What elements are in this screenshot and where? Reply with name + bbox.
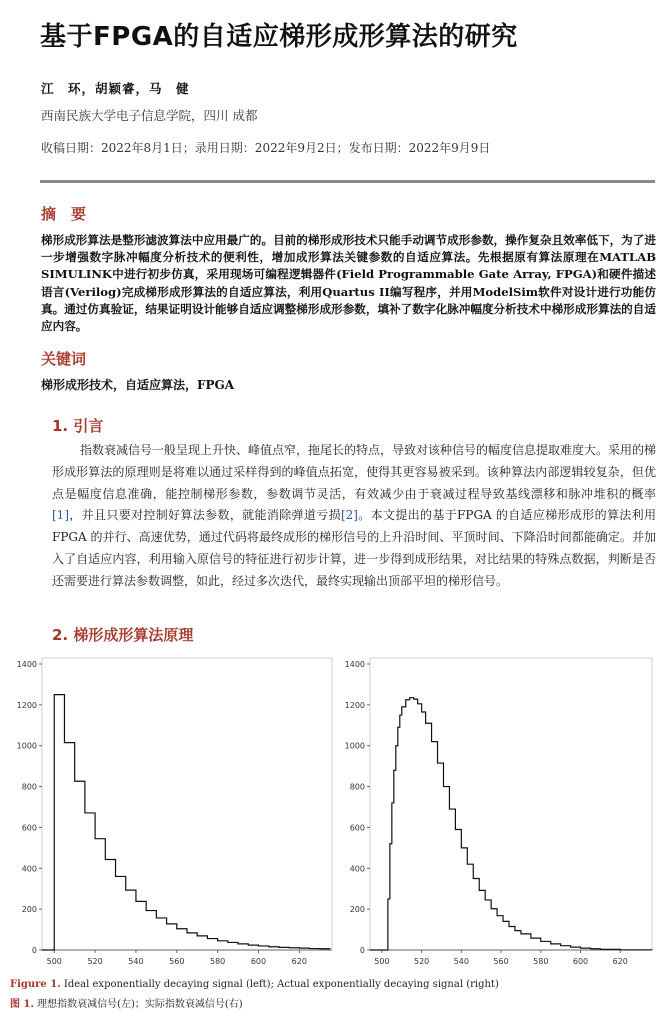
y-tick-label: 1400 <box>16 660 37 669</box>
keywords-heading: 关键词 <box>41 350 87 368</box>
keywords-text: 梯形成形技术，自适应算法，FPGA <box>41 378 235 392</box>
publication-dates: 收稿日期：2022年8月1日；录用日期：2022年9月2日；发布日期：2022年9月9日 <box>41 141 491 155</box>
figure-caption-en-tag: Figure 1. <box>10 979 61 990</box>
citation-2-link[interactable]: [2] <box>340 508 358 523</box>
x-tick-label: 620 <box>612 957 628 966</box>
y-tick-label: 600 <box>349 823 365 833</box>
authors: 江 环，胡颖睿，马 健 <box>41 81 190 96</box>
section-1-heading: 1. 引言 <box>52 417 104 435</box>
x-tick-label: 520 <box>413 957 430 966</box>
figure-caption-zh-text: 理想指数衰减信号(左)；实际指数衰减信号(右) <box>33 999 243 1010</box>
section-1-text-c: 。本文提出的基于FPGA 的自适应梯形成形的算法利用 FPGA 的并行、高速优势，通过代码将最终成形的梯形信号的上升沿时间、平顶时间、下降沿时间都能确定。并加入了自适应内容，利用输入原信号的特征进行初步计算，进一步得到成形结果，对比结果的特殊点数据，判断是否还需要进行算法参数调整，如此，经过多次迭代，最终实现输出顶部平坦的梯形信号。 <box>52 508 656 588</box>
actual-decay-chart <box>336 650 658 978</box>
section-2-heading: 2. 梯形成形算法原理 <box>52 626 194 644</box>
figure-caption-zh-tag: 图 1. <box>10 999 34 1010</box>
figure-right-chart <box>336 650 658 978</box>
figure-caption-en <box>10 979 499 990</box>
y-tick-label: 0 <box>359 946 365 955</box>
y-tick-label: 600 <box>21 823 37 833</box>
series-line <box>370 698 652 950</box>
abstract-heading: 摘 要 <box>41 205 87 223</box>
paper-title: 基于FPGA的自适应梯形成形算法的研究 <box>40 22 518 52</box>
y-tick-label: 1400 <box>344 660 365 669</box>
y-tick-label: 0 <box>31 946 37 955</box>
y-tick-label: 1200 <box>16 700 37 710</box>
figure-caption-en-text: Ideal exponentially decaying signal (left); Actual exponentially decaying signal (right) <box>60 979 499 990</box>
x-tick-label: 600 <box>572 957 589 966</box>
x-tick-label: 560 <box>493 957 509 966</box>
ideal-decay-chart <box>8 650 338 978</box>
series-line <box>42 695 330 950</box>
citation-1-link[interactable]: [1] <box>52 508 69 523</box>
figure-caption-zh <box>10 995 243 1010</box>
x-tick-label: 580 <box>533 957 549 966</box>
y-tick-label: 800 <box>349 782 365 792</box>
y-tick-label: 400 <box>21 864 37 874</box>
x-tick-label: 540 <box>453 957 469 966</box>
x-tick-label: 600 <box>250 957 267 966</box>
section-1-text-a: 指数衰减信号一般呈现上升快、峰值点窄，拖尾长的特点，导致对该种信号的幅度信息提取难度大。采用的梯形成形算法的原理则是将难以通过采样得到的峰值点拓宽，使得其更容易被采到。该种算法内部逻辑较复杂，但优点是幅度信息准确，能控制梯形参数，参数调节灵活，有效减少由于衰减过程导致基线漂移和脉冲堆积的概率 <box>52 443 657 501</box>
figure-left-chart <box>8 650 338 978</box>
y-tick-label: 800 <box>21 782 37 792</box>
plot-frame <box>370 658 652 950</box>
section-1-body <box>52 440 656 593</box>
x-tick-label: 500 <box>374 957 390 966</box>
header-divider <box>40 180 655 183</box>
y-tick-label: 1200 <box>344 700 365 710</box>
x-tick-label: 500 <box>46 957 62 966</box>
y-tick-label: 200 <box>349 905 365 915</box>
x-tick-label: 540 <box>128 957 144 966</box>
y-tick-label: 200 <box>21 905 37 915</box>
affiliation: 西南民族大学电子信息学院，四川 成都 <box>41 108 258 123</box>
x-tick-label: 520 <box>87 957 103 966</box>
y-tick-label: 1000 <box>344 741 365 751</box>
x-tick-label: 580 <box>209 957 226 966</box>
section-1-text-b: ，并且只要对控制好算法参数，就能消除弹道亏损 <box>69 508 341 523</box>
y-tick-label: 1000 <box>16 741 37 751</box>
plot-frame <box>42 658 332 950</box>
x-tick-label: 560 <box>169 957 185 966</box>
abstract-text: 梯形成形算法是整形滤波算法中应用最广的。目前的梯形成形技术只能手动调节成形参数，操作复杂且效率低下，为了进一步增强数字脉冲幅度分析技术的便利性，增加成形算法关键参数的自适应算法。先根据原有算法原理在MATLAB SIMULINK中进行初步仿真，采用现场可编程逻辑器件(Field Programmable Gate Array, FPGA)和硬件描述语言(Verilog)完成梯形成形算法的自适应算法，利用Quartus II编写程序，并用ModelSim软件对设计进行功能仿真。通过仿真验证，结果证明设计能够自适应调整梯形成形参数，填补了数字化脉冲幅度分析技术中梯形成形算法的自适应内容。 <box>41 233 656 334</box>
x-tick-label: 620 <box>291 957 307 966</box>
y-tick-label: 400 <box>349 864 365 874</box>
